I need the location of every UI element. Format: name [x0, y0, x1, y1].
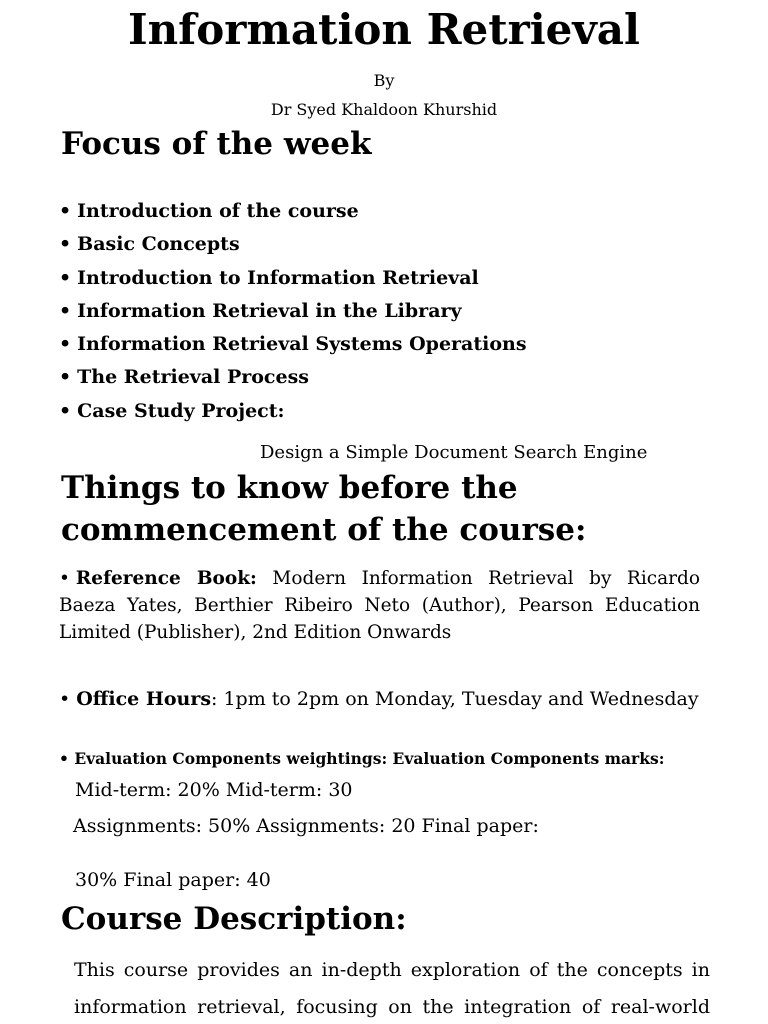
author-name: Dr Syed Khaldoon Khurshid: [270, 100, 498, 119]
evaluation-line: Assignments: 50% Assignments: 20 Final paper:: [73, 815, 539, 837]
reference-text: Modern Information Retrieval by Ricardo Baeza Yates, Berthier Ribeiro Neto (Author), Pearson Education Limited (Publisher), 2nd Edition Onwards: [59, 568, 700, 643]
course-description-text: This course provides an in-depth exploration of the concepts in information retrieval, focusing on the integration of real-world: [74, 959, 710, 1018]
bullet-glyph: •: [59, 568, 70, 589]
case-study-project: Design a Simple Document Search Engine: [260, 442, 648, 463]
evaluation-line: Mid-term: 20% Mid-term: 30: [75, 779, 353, 801]
document-title: Information Retrieval: [128, 5, 640, 54]
evaluation-line: 30% Final paper: 40: [75, 869, 271, 891]
office-hours-text: : 1pm to 2pm on Monday, Tuesday and Wednesday: [211, 688, 699, 710]
by-line: By: [373, 71, 395, 90]
reference-book: [59, 565, 700, 646]
focus-list: [59, 195, 527, 428]
reference-label: Reference Book:: [75, 568, 257, 589]
things-heading: Things to know before the commencement of the course:: [61, 470, 587, 548]
focus-heading: Focus of the week: [61, 126, 372, 162]
focus-item: • The Retrieval Process: [59, 361, 527, 394]
office-hours: [59, 686, 699, 713]
focus-item: • Information Retrieval Systems Operations: [59, 328, 527, 361]
focus-item: • Basic Concepts: [59, 228, 527, 261]
focus-item: • Case Study Project:: [59, 395, 527, 428]
focus-item: • Introduction of the course: [59, 195, 527, 228]
bullet-glyph: •: [59, 688, 77, 710]
bullet-glyph: •: [59, 749, 75, 768]
evaluation-heading: [59, 748, 664, 770]
focus-item: • Information Retrieval in the Library: [59, 295, 527, 328]
office-hours-label: Office Hours: [76, 688, 212, 710]
evaluation-heading-text: Evaluation Components weightings: Evaluation Components marks:: [74, 749, 665, 768]
focus-item: • Introduction to Information Retrieval: [59, 262, 527, 295]
course-description-heading: Course Description:: [61, 901, 407, 937]
